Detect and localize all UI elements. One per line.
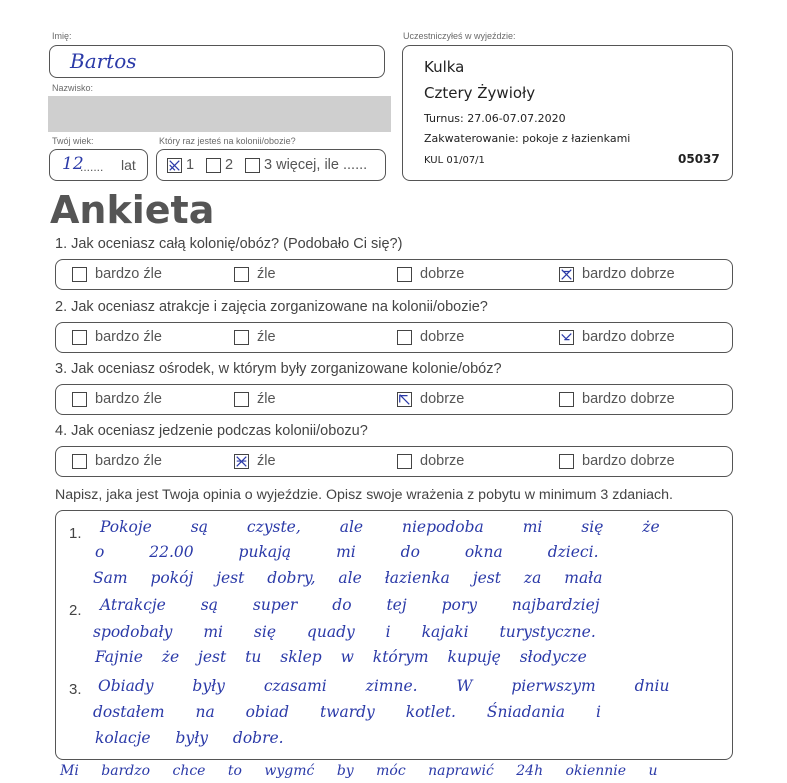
rating-option-label: bardzo dobrze <box>582 266 675 282</box>
trip-company: Kulka <box>424 58 465 76</box>
question-2-text: 2. Jak oceniasz atrakcje i zajęcia zorganizowane na kolonii/obozie? <box>55 299 488 315</box>
checkbox-icon[interactable] <box>72 454 87 469</box>
checkbox-icon[interactable] <box>559 330 574 345</box>
checked-mark-icon <box>560 331 573 344</box>
age-unit: lat <box>121 157 136 173</box>
trip-turnus: Turnus: 27.06-07.07.2020 <box>424 112 566 125</box>
checked-mark-icon <box>560 268 573 281</box>
rating-option-label: bardzo źle <box>95 329 162 345</box>
trip-number: 05037 <box>678 152 720 166</box>
rating-option-dobrze[interactable] <box>397 329 464 345</box>
rating-option-label: bardzo źle <box>95 391 162 407</box>
age-field[interactable] <box>49 149 148 181</box>
rating-option-bardzo-dobrze[interactable] <box>559 453 675 469</box>
checkbox-icon[interactable] <box>72 267 87 282</box>
rating-option-dobrze[interactable] <box>397 266 464 282</box>
rating-option-zle[interactable] <box>234 453 276 469</box>
rating-option-label: dobrze <box>420 266 465 282</box>
rating-option-label: dobrze <box>420 329 465 345</box>
rating-option-label: źle <box>257 266 276 282</box>
rating-option-label: dobrze <box>420 391 465 407</box>
rating-option-label: bardzo dobrze <box>582 329 675 345</box>
rating-option-bardzo-zle[interactable] <box>72 391 162 407</box>
checkbox-icon[interactable] <box>234 454 249 469</box>
checkbox-icon[interactable] <box>397 267 412 282</box>
question-1-options <box>55 259 733 290</box>
checkbox-icon[interactable] <box>72 392 87 407</box>
opinion-line: Obiady były czasami zimne. W pierwszym dniu <box>98 677 670 695</box>
trip-camp-name: Cztery Żywioły <box>424 84 536 102</box>
rating-option-bardzo-zle[interactable] <box>72 266 162 282</box>
opinion-footer-line: Mi bardzo chce to wygmć by móc naprawić 24h okiennie u <box>60 763 658 779</box>
question-2-options <box>55 322 733 353</box>
opinion-number-1: 1. <box>69 525 82 542</box>
rating-option-zle[interactable] <box>234 266 276 282</box>
opinion-line: spodobały mi się quady i kajaki turystyczne. <box>93 623 596 641</box>
checked-mark-icon <box>168 159 181 172</box>
rating-option-zle[interactable] <box>234 329 276 345</box>
rating-option-zle[interactable] <box>234 391 276 407</box>
rating-option-label: bardzo źle <box>95 453 162 469</box>
rating-option-label: bardzo dobrze <box>582 391 675 407</box>
opinion-line: Pokoje są czyste, ale niepodoba mi się że <box>100 518 660 536</box>
checkbox-icon[interactable] <box>397 454 412 469</box>
opinion-line: Atrakcje są super do tej pory najbardziej <box>100 596 600 614</box>
checked-mark-icon <box>235 455 248 468</box>
surname-redaction <box>48 96 391 132</box>
checkbox-icon[interactable] <box>245 158 260 173</box>
opinion-line: Fajnie że jest tu sklep w którym kupuję słodycze <box>95 648 587 666</box>
name-value: Bartos <box>70 49 137 73</box>
opinion-line: o 22.00 pukają mi do okna dzieci. <box>95 543 599 561</box>
name-field[interactable] <box>49 45 385 78</box>
checkbox-icon[interactable] <box>72 330 87 345</box>
opinion-prompt: Napisz, jaka jest Twoja opinia o wyjeździe. Opisz swoje wrażenia z pobytu w minimum 3 zdaniach. <box>55 487 673 503</box>
trip-code: KUL 01/07/1 <box>424 155 485 166</box>
rating-option-label: źle <box>257 391 276 407</box>
time-option-3[interactable] <box>245 157 367 173</box>
time-label: Który raz jesteś na kolonii/obozie? <box>159 136 296 146</box>
trip-accommodation: Zakwaterowanie: pokoje z łazienkami <box>424 132 631 145</box>
question-4-options <box>55 446 733 477</box>
opinion-number-2: 2. <box>69 602 82 619</box>
rating-option-label: bardzo dobrze <box>582 453 675 469</box>
opinion-line: dostałem na obiad twardy kotlet. Śniadania i <box>93 703 601 721</box>
opinion-line: Sam pokój jest dobry, ale łazienka jest za mała <box>93 569 603 587</box>
surname-label: Nazwisko: <box>52 83 94 93</box>
rating-option-label: źle <box>257 329 276 345</box>
checked-mark-icon <box>398 393 411 406</box>
rating-option-bardzo-dobrze[interactable] <box>559 391 675 407</box>
rating-option-dobrze[interactable] <box>397 391 464 407</box>
time-option-label: 3 więcej, ile ...... <box>264 157 368 173</box>
time-option-2[interactable] <box>206 157 233 173</box>
opinion-line: kolacje były dobre. <box>95 729 284 747</box>
checkbox-icon[interactable] <box>559 392 574 407</box>
checkbox-icon[interactable] <box>559 454 574 469</box>
rating-option-label: źle <box>257 453 276 469</box>
age-dots: ....... <box>80 160 104 174</box>
rating-option-bardzo-dobrze[interactable] <box>559 266 675 282</box>
age-value: 12 <box>62 154 84 174</box>
participated-label: Uczestniczyłeś w wyjeździe: <box>403 31 516 41</box>
time-field[interactable] <box>156 149 386 181</box>
checkbox-icon[interactable] <box>559 267 574 282</box>
time-option-label: 2 <box>225 157 234 173</box>
question-4-text: 4. Jak oceniasz jedzenie podczas kolonii/obozu? <box>55 423 368 439</box>
question-3-text: 3. Jak oceniasz ośrodek, w którym były zorganizowane kolonie/obóz? <box>55 361 502 377</box>
checkbox-icon[interactable] <box>397 392 412 407</box>
rating-option-bardzo-zle[interactable] <box>72 329 162 345</box>
checkbox-icon[interactable] <box>234 392 249 407</box>
form-title: Ankieta <box>50 188 215 232</box>
question-3-options <box>55 384 733 415</box>
checkbox-icon[interactable] <box>397 330 412 345</box>
rating-option-label: dobrze <box>420 453 465 469</box>
checkbox-icon[interactable] <box>206 158 221 173</box>
rating-option-bardzo-dobrze[interactable] <box>559 329 675 345</box>
rating-option-dobrze[interactable] <box>397 453 464 469</box>
time-option-label: 1 <box>186 157 195 173</box>
rating-option-label: bardzo źle <box>95 266 162 282</box>
opinion-number-3: 3. <box>69 681 82 698</box>
checkbox-icon[interactable] <box>234 267 249 282</box>
checkbox-icon[interactable] <box>234 330 249 345</box>
trip-info-box <box>402 45 733 181</box>
age-label: Twój wiek: <box>52 136 94 146</box>
time-option-1[interactable] <box>167 157 194 173</box>
name-label: Imię: <box>52 31 72 41</box>
checkbox-icon[interactable] <box>167 158 182 173</box>
question-1-text: 1. Jak oceniasz całą kolonię/obóz? (Podobało Ci się?) <box>55 236 403 252</box>
rating-option-bardzo-zle[interactable] <box>72 453 162 469</box>
